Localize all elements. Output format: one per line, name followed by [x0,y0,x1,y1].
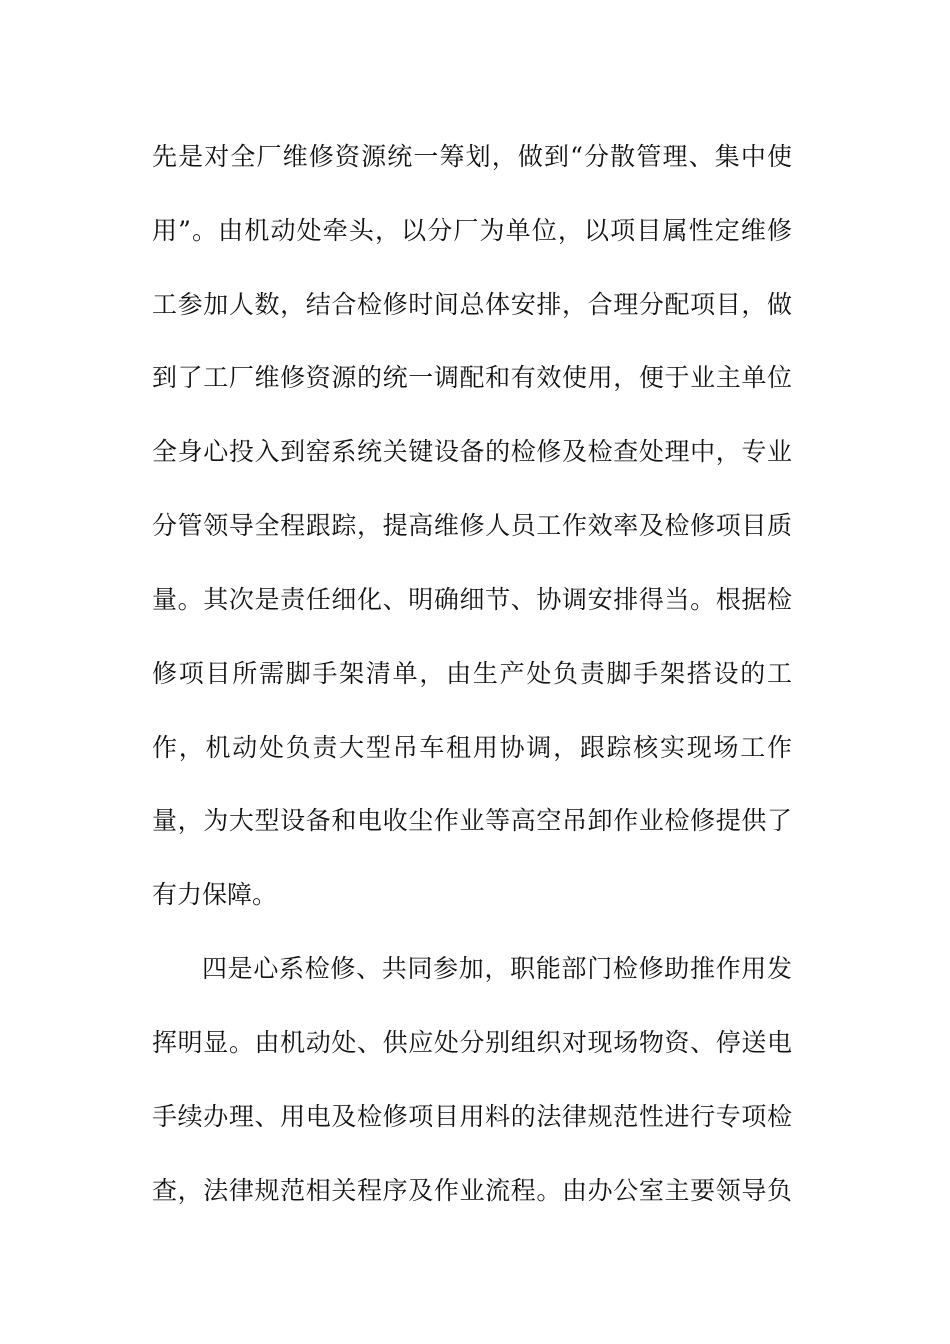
text-line: 作，机动处负责大型吊车租用协调，跟踪核实现场工作 [152,733,792,762]
text-line: 到了工厂维修资源的统一调配和有效使用，便于业主单位 [152,363,792,392]
text-line: 用”。由机动处牵头，以分厂为单位，以项目属性定维修 [152,216,792,245]
text-line: 分管领导全程跟踪，提高维修人员工作效率及检修项目质 [152,511,792,540]
text-line: 有力保障。 [152,880,278,909]
text-line: 挥明显。由机动处、供应处分别组织对现场物资、停送电 [152,1028,792,1057]
text-line: 全身心投入到窑系统关键设备的检修及检查处理中，专业 [152,437,792,466]
text-line: 先是对全厂维修资源统一筹划，做到“分散管理、集中使 [152,142,792,171]
text-line: 手续办理、用电及检修项目用料的法律规范性进行专项检 [152,1102,792,1131]
text-line: 工参加人数，结合检修时间总体安排，合理分配项目，做 [152,290,792,319]
text-line: 修项目所需脚手架清单，由生产处负责脚手架搭设的工 [152,659,792,688]
text-line: 四是心系检修、共同参加，职能部门检修助推作用发 [202,954,792,983]
text-line: 查，法律规范相关程序及作业流程。由办公室主要领导负 [152,1176,792,1205]
text-line: 量，为大型设备和电收尘作业等高空吊卸作业检修提供了 [152,806,792,835]
text-line: 量。其次是责任细化、明确细节、协调安排得当。根据检 [152,585,792,614]
